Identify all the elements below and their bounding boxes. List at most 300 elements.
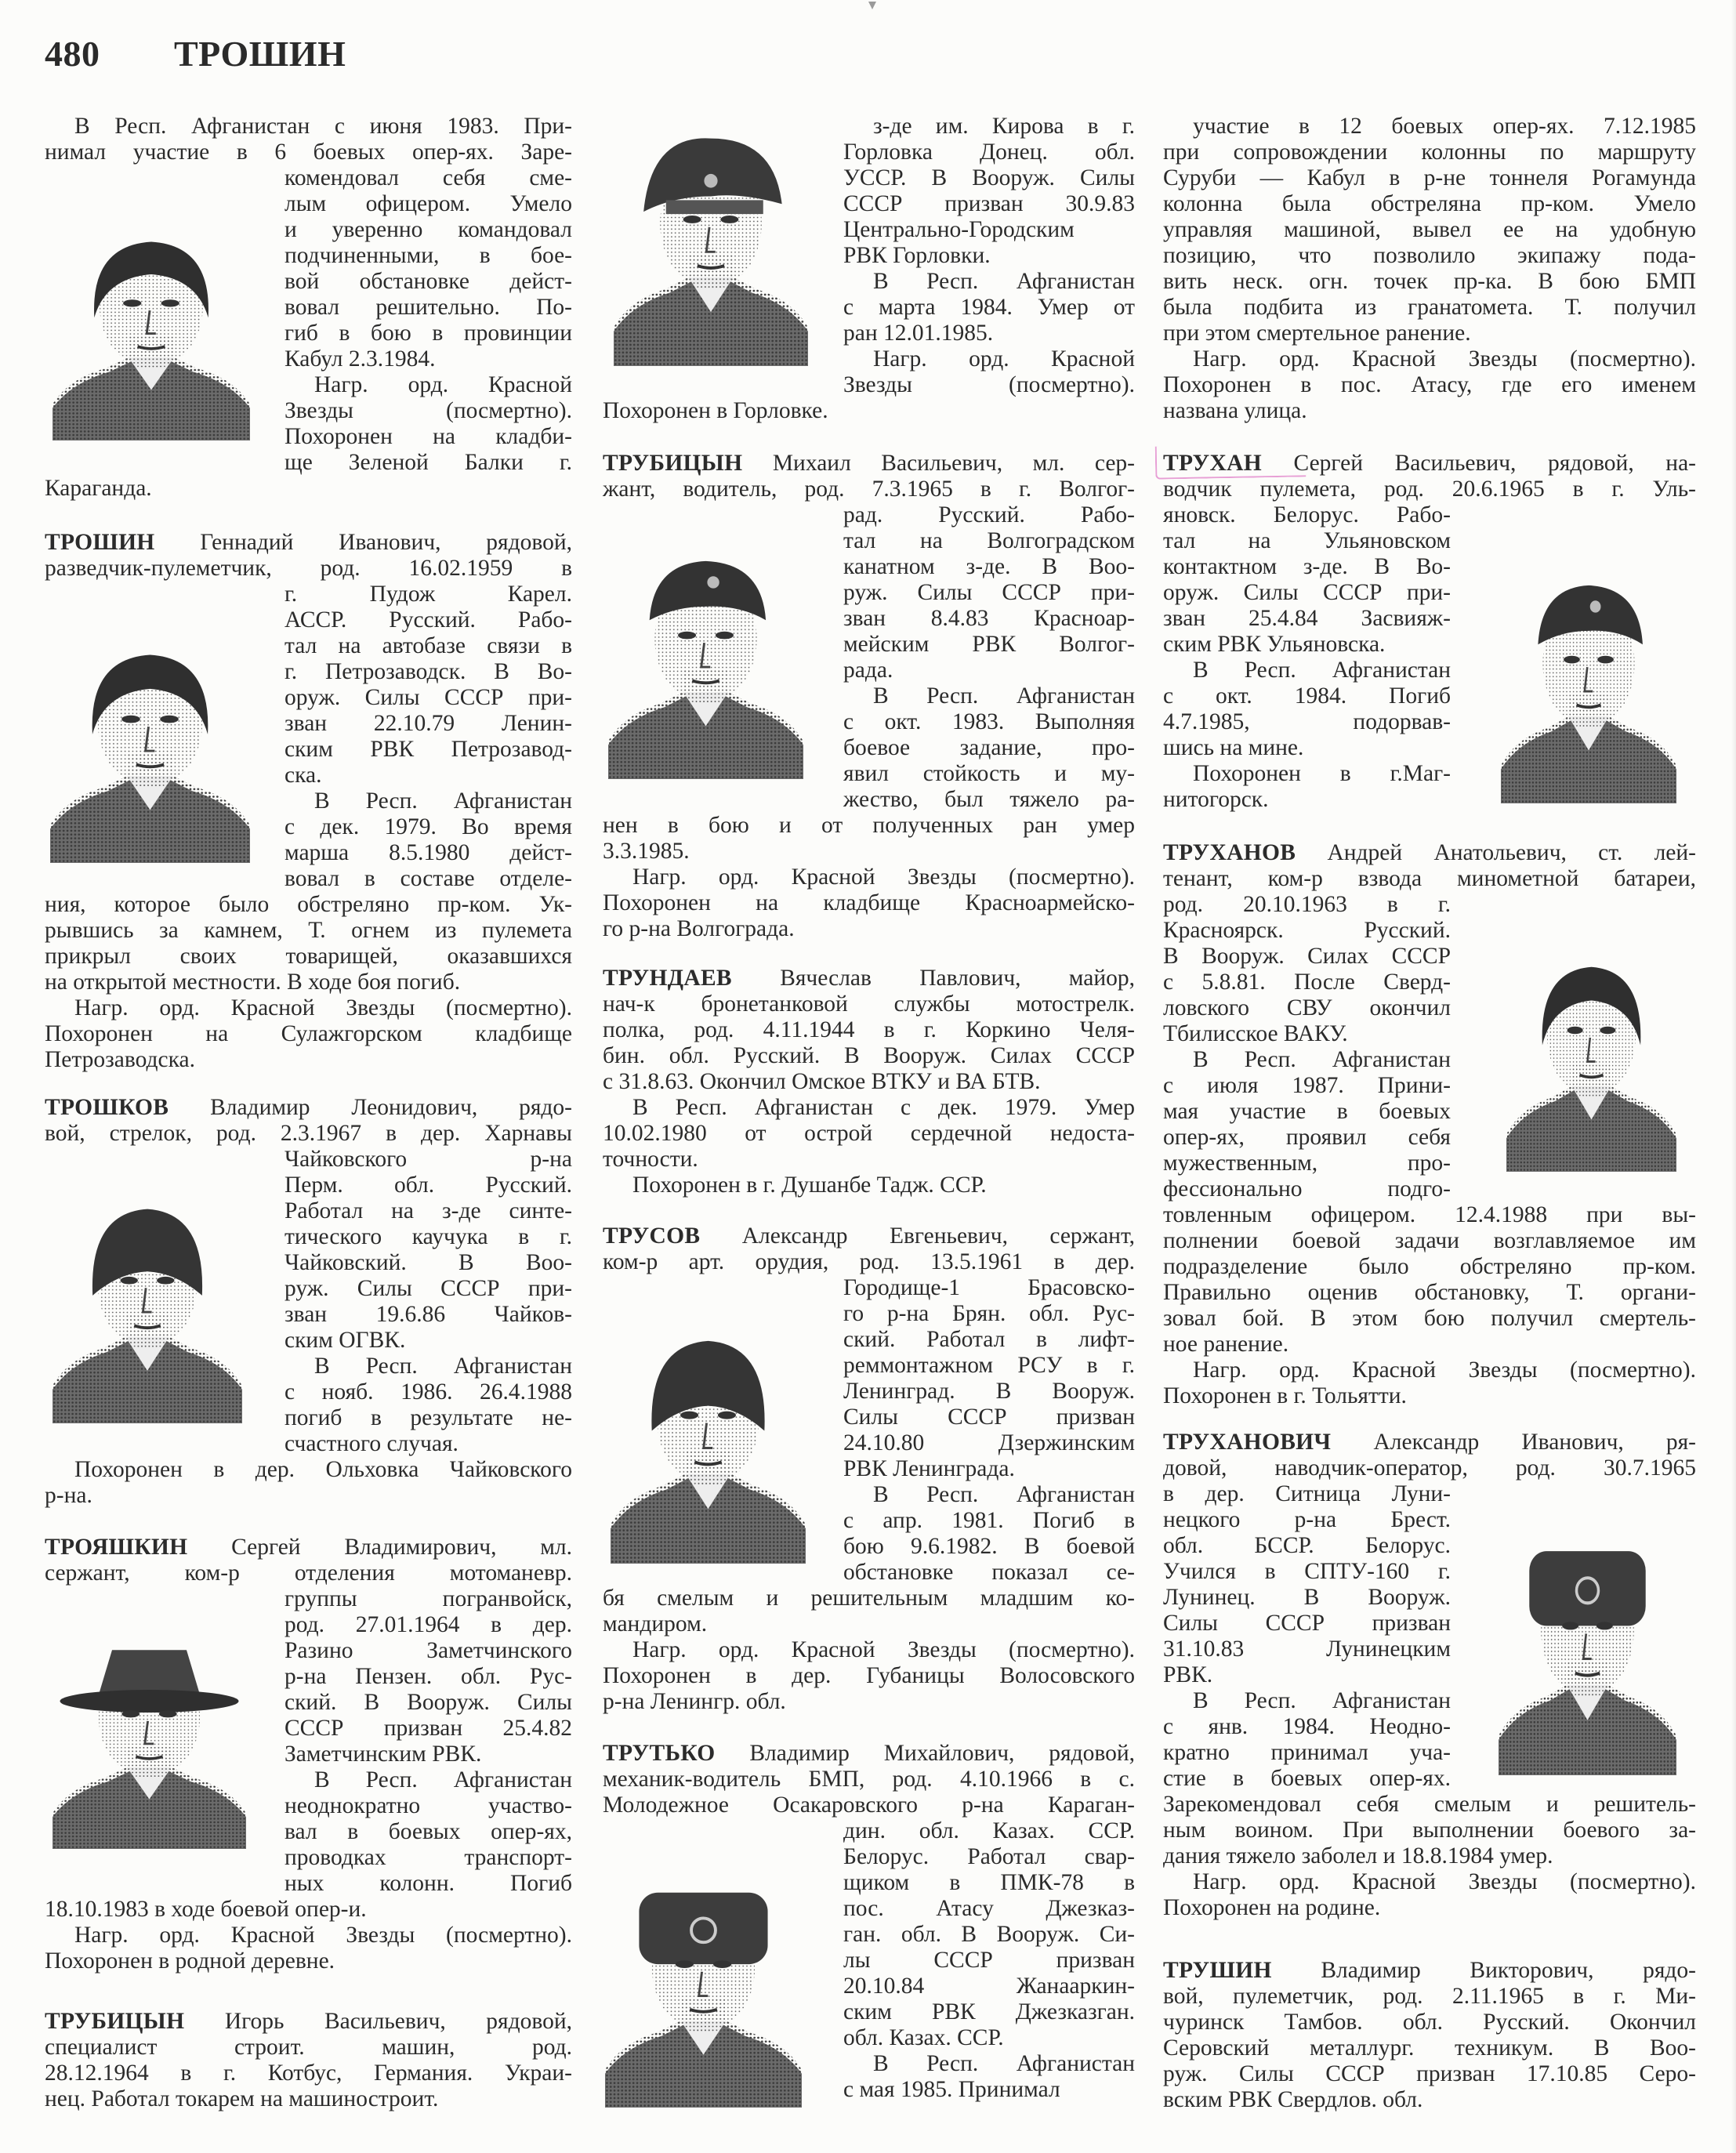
portrait-photo: [608, 537, 803, 779]
line-text: нимал участие в 6 боевых опер-ях. Заре-: [45, 140, 572, 165]
line-text: Геннадий Иванович, рядовой,: [200, 530, 572, 555]
line-text: 3.3.1985.: [603, 839, 690, 864]
line-text: Похоронен на кладбище Красноармейско-: [603, 890, 1135, 915]
line-text: ска.: [285, 763, 322, 788]
line-text: РВК Ленинграда.: [843, 1456, 1015, 1481]
text-line: [603, 916, 1135, 942]
biography-entry: [603, 451, 1135, 942]
line-text: В Респ. Афганистан: [314, 788, 572, 814]
line-text: ский. В Вооруж. Силы: [285, 1690, 572, 1715]
entry-surname: ТРУБИЦЫН: [45, 2009, 185, 2034]
text-line: [603, 1637, 1135, 1663]
entry-surname: ТРУХАНОВИЧ: [1163, 1430, 1332, 1455]
line-text: стие в боевых опер-ях.: [1163, 1766, 1451, 1791]
line-text: счастного случая.: [285, 1431, 458, 1456]
text-line: [1163, 1895, 1696, 1921]
text-line: [45, 944, 572, 970]
line-text: вовал решительно. По-: [285, 295, 572, 320]
line-text: кратно принимал уча-: [1163, 1740, 1451, 1765]
text-line: [1163, 1383, 1696, 1409]
entry-surname: ТРУТЬКО: [603, 1741, 716, 1766]
line-text: Владимир Викторович, рядо-: [1321, 1958, 1697, 1983]
line-text: Чайковского р-на: [285, 1147, 572, 1172]
portrait-photo: [1501, 561, 1676, 803]
line-text: нецкого р-на Брест.: [1163, 1507, 1451, 1532]
line-text: Караганда.: [45, 476, 152, 501]
line-text: Нагр. орд. Красной Звезды (посмертно).: [74, 1923, 572, 1948]
line-text: р-на Пензен. обл. Рус-: [285, 1664, 572, 1689]
line-text: нитогорск.: [1163, 787, 1269, 812]
line-text: тенант, ком-р взвода минометной батареи,: [1163, 866, 1696, 891]
portrait-photo: [605, 1866, 802, 2108]
line-text: род. 20.10.1963 в г.: [1163, 892, 1451, 917]
text-line: [1163, 1228, 1696, 1254]
text-line: [45, 1483, 572, 1509]
text-line: [603, 1586, 1135, 1611]
biography-entry: [603, 966, 1135, 1198]
line-text: подчиненными, в бое-: [285, 243, 572, 268]
text-line: [1163, 398, 1696, 424]
line-text: Ленинград. В Вооруж.: [843, 1379, 1135, 1404]
line-text: мужественным, про-: [1163, 1151, 1451, 1176]
portrait-photo: [50, 621, 250, 863]
text-line: [45, 918, 572, 944]
line-text: тал на Волгоградском: [843, 528, 1135, 553]
line-text: В Респ. Афганистан: [1193, 658, 1451, 683]
line-text: Нагр. орд. Красной Звезды (посмертно).: [1193, 1869, 1696, 1894]
text-line: [1163, 840, 1696, 866]
line-text: Нагр. орд. Красной Звезды (посмертно).: [632, 1637, 1135, 1662]
page-number: 480: [45, 34, 100, 74]
line-text: Тбилисское ВАКУ.: [1163, 1021, 1348, 1046]
line-text: УССР. В Вооруж. Силы: [843, 165, 1135, 190]
line-text: Нагр. орд. Красной Звезды (посмертно).: [1193, 1357, 1696, 1383]
line-text: вским РВК Свердлов. обл.: [1163, 2087, 1423, 2112]
scan-mark: [868, 2, 876, 9]
text-line: [603, 864, 1135, 890]
text-line: [1163, 1843, 1696, 1869]
line-text: АССР. Русский. Рабо-: [285, 607, 572, 632]
line-text: контактном з-де. В Во-: [1163, 554, 1451, 579]
line-text: Похоронен на кладби-: [285, 424, 572, 449]
entry-surname: ТРУБИЦЫН: [603, 451, 743, 476]
text-line: [1163, 1430, 1696, 1455]
entry-surname: ТРОЯШКИН: [45, 1535, 188, 1560]
line-text: Зарекомендовал себя смелым и решитель-: [1163, 1792, 1696, 1817]
text-line: [1163, 269, 1696, 295]
line-text: участие в 12 боевых опер-ях. 7.12.1985: [1193, 114, 1696, 139]
text-line: [603, 1147, 1135, 1173]
line-text: ран 12.01.1985.: [843, 321, 994, 346]
line-text: 10.02.1980 от острой сердечной недоста-: [603, 1121, 1135, 1146]
line-text: 18.10.1983 в ходе боевой опер-и.: [45, 1897, 367, 1922]
line-text: В Респ. Афганистан: [1193, 1047, 1451, 1072]
line-text: ским ОГВК.: [285, 1328, 406, 1353]
line-text: опер-ях, проявил себя: [1163, 1125, 1451, 1150]
line-text: В Респ. Афганистан: [873, 2051, 1135, 2076]
line-text: ще Зеленой Балки г.: [285, 450, 572, 475]
line-text: с окт. 1984. Погиб: [1163, 683, 1451, 709]
line-text: Работал на з-де синте-: [285, 1198, 572, 1223]
line-text: Александр Иванович, ря-: [1373, 1430, 1697, 1455]
line-text: тического каучука в г.: [285, 1224, 572, 1249]
text-line: [1163, 477, 1696, 502]
line-text: ком-р арт. орудия, род. 13.5.1961 в дер.: [603, 1249, 1135, 1274]
line-text: руж. Силы СССР призван 17.10.85 Серо-: [1163, 2061, 1696, 2086]
line-text: Похоронен в г. Тольятти.: [1163, 1383, 1407, 1408]
text-line: [45, 476, 572, 502]
text-line: [603, 1121, 1135, 1147]
text-line: [1163, 321, 1696, 346]
text-line: [45, 2035, 572, 2061]
line-text: тал на Ульяновском: [1163, 528, 1451, 553]
line-text: Силы СССР призван: [843, 1405, 1135, 1430]
page-edge-shadow: [1731, 0, 1736, 2153]
line-text: ским РВК Петрозавод-: [285, 737, 572, 762]
text-line: [1163, 217, 1696, 243]
entry-surname: ТРУХАНОВ: [1163, 840, 1296, 865]
portrait-photo: [1499, 1524, 1676, 1775]
line-text: полнении боевой задачи возглавляемое им: [1163, 1228, 1696, 1253]
line-text: Похоронен в дер. Губаницы Волосовского: [603, 1663, 1135, 1688]
line-text: РВК Горловки.: [843, 243, 991, 268]
photo-frame: [1451, 502, 1696, 813]
line-text: с июля 1987. Прини-: [1163, 1073, 1451, 1098]
entry-surname: ТРУНДАЕВ: [603, 966, 732, 991]
line-text: обстановке показал се-: [843, 1560, 1135, 1585]
line-text: Молодежное Осакаровского р-на Караган-: [603, 1792, 1135, 1818]
line-text: водчик пулемета, род. 20.6.1965 в г. Уль-: [1163, 477, 1696, 502]
line-text: с дек. 1979. Во время: [285, 814, 572, 839]
line-text: Горловка Донец. обл.: [843, 140, 1135, 165]
text-line: [1163, 866, 1696, 892]
line-text: группы погранвойск,: [285, 1586, 572, 1611]
line-text: Нагр. орд. Красной Звезды (посмертно).: [632, 864, 1135, 890]
line-text: механик-водитель БМП, род. 4.10.1966 в с.: [603, 1767, 1135, 1792]
text-line: [603, 991, 1135, 1017]
biography-entry-continuation: [1163, 114, 1696, 424]
line-text: Похоронен на родине.: [1163, 1895, 1381, 1920]
text-line: [603, 1792, 1135, 1818]
text-line: [603, 890, 1135, 916]
line-text: при этом смертельное ранение.: [1163, 321, 1471, 346]
text-line: [1163, 2035, 1696, 2061]
line-text: Петрозаводска.: [45, 1047, 195, 1072]
text-line: [603, 398, 1135, 424]
text-line: [603, 451, 1135, 477]
text-line: [45, 1121, 572, 1147]
biography-entry-continuation: [45, 114, 572, 502]
line-text: с марта 1984. Умер от: [843, 295, 1135, 320]
text-line: [45, 114, 572, 140]
line-text: ным воином. При выполнении боевого за-: [1163, 1818, 1696, 1843]
entry-surname: ТРУШИН: [1163, 1958, 1272, 1983]
text-line: [1163, 1306, 1696, 1332]
line-text: Городище-1 Брасовско-: [843, 1275, 1135, 1300]
line-text: при сопровождении колонны по маршруту: [1163, 140, 1696, 165]
text-line: [45, 995, 572, 1021]
line-text: рад. Русский. Рабо-: [843, 502, 1135, 527]
biography-entry: [45, 2009, 572, 2112]
line-text: ное ранение.: [1163, 1332, 1289, 1357]
text-line: [603, 813, 1135, 839]
text-line: [603, 1223, 1135, 1249]
line-text: г. Петрозаводск. В Во-: [285, 659, 572, 684]
text-line: [45, 2009, 572, 2035]
line-text: нач-к бронетанковой службы мотострелк.: [603, 991, 1135, 1017]
line-text: позицию, что позволило экипажу пода-: [1163, 243, 1696, 268]
line-text: вовал в составе отделе-: [285, 866, 572, 891]
text-line: [45, 1923, 572, 1948]
biography-entry: [1163, 840, 1696, 1409]
line-text: Нагр. орд. Красной Звезды (посмертно).: [74, 995, 572, 1020]
text-line: [603, 1017, 1135, 1043]
biography-entry: [1163, 1430, 1696, 1921]
line-text: го р-на Брян. обл. Рус-: [843, 1301, 1135, 1326]
line-text: Похоронен в г.Маг-: [1193, 761, 1451, 786]
line-text: Похоронен в дер. Ольховка Чайковского: [74, 1457, 572, 1482]
line-text: с мая 1985. Принимал: [843, 2077, 1060, 2102]
line-text: на открытой местности. В ходе боя погиб.: [45, 970, 461, 995]
portrait-photo: [614, 119, 808, 366]
line-text: Владимир Михайлович, рядовой,: [749, 1741, 1135, 1766]
portrait-photo: [53, 1622, 246, 1849]
photo-frame: [603, 1275, 843, 1586]
text-line: [1163, 1332, 1696, 1357]
line-text: названа улица.: [1163, 398, 1307, 423]
line-text: точности.: [603, 1147, 698, 1172]
text-line: [45, 140, 572, 165]
line-text: Силы СССР призван: [1163, 1611, 1451, 1636]
biography-entry: [45, 530, 572, 1073]
line-text: 24.10.80 Дзержинским: [843, 1430, 1135, 1455]
line-text: Разино Заметчинского: [285, 1638, 572, 1663]
line-text: 20.10.84 Жанааркин-: [843, 1974, 1135, 1999]
text-line: [1163, 1280, 1696, 1306]
text-line: [1163, 1792, 1696, 1818]
text-line: [1163, 1254, 1696, 1280]
line-text: р-на.: [45, 1483, 92, 1508]
line-text: Сергей Владимирович, мл.: [231, 1535, 572, 1560]
text-line: [1163, 295, 1696, 321]
text-line: [603, 839, 1135, 864]
line-text: В Респ. Афганистан: [873, 683, 1135, 709]
line-text: Правильно оценив обстановку, Т. органи-: [1163, 1280, 1696, 1305]
line-text: вал в боевых опер-ях,: [285, 1819, 572, 1844]
text-line: [1163, 2087, 1696, 2113]
line-text: яновск. Белорус. Рабо-: [1163, 502, 1451, 527]
line-text: В Респ. Афганистан с июня 1983. При-: [74, 114, 572, 139]
line-text: Звезды (посмертно).: [285, 398, 572, 423]
line-text: подразделение было обстреляно пр-ком.: [1163, 1254, 1696, 1279]
text-line: [45, 970, 572, 995]
line-text: В Респ. Афганистан с дек. 1979. Умер: [632, 1095, 1135, 1120]
line-text: В Респ. Афганистан: [873, 1482, 1135, 1507]
line-text: боевое задание, про-: [843, 735, 1135, 760]
line-text: нец. Работал токарем на машиностроит.: [45, 2086, 439, 2111]
line-text: гиб в бою в провинции: [285, 321, 572, 346]
line-text: вить неск. огн. точек пр-ка. В бою БМП: [1163, 269, 1696, 294]
line-text: неоднократно участво-: [285, 1793, 572, 1818]
line-text: РВК.: [1163, 1662, 1213, 1687]
pen-mark: [1155, 444, 1307, 479]
text-line: [1163, 1818, 1696, 1843]
portrait-photo: [53, 1183, 242, 1423]
line-text: Нагр. орд. Красной: [873, 346, 1135, 372]
line-text: оруж. Силы СССР при-: [1163, 580, 1451, 605]
line-text: и уверенно командовал: [285, 217, 572, 242]
line-text: зван 19.6.86 Чайков-: [285, 1302, 572, 1327]
line-text: СССР призван 25.4.82: [285, 1716, 572, 1741]
line-text: жант, водитель, род. 7.3.1965 в г. Волгог-: [603, 477, 1135, 502]
text-line: [1163, 165, 1696, 191]
line-text: проводках транспорт-: [285, 1845, 572, 1870]
text-line: [603, 1043, 1135, 1069]
line-text: жество, был тяжело ра-: [843, 787, 1135, 812]
text-line: [1163, 2061, 1696, 2087]
text-line: [45, 2086, 572, 2112]
biography-entry: [1163, 451, 1696, 813]
text-line: [603, 1173, 1135, 1198]
entry-surname: ТРУХАН: [1163, 451, 1262, 476]
line-text: Серовский металлург. техникум. В Воо-: [1163, 2035, 1696, 2061]
line-text: Похоронен в Горловке.: [603, 398, 828, 423]
text-line: [603, 1611, 1135, 1637]
photo-frame: [45, 165, 285, 476]
line-text: товленным офицером. 12.4.1988 при вы-: [1163, 1202, 1696, 1227]
text-line: [45, 1897, 572, 1923]
line-text: Сергей Васильевич, рядовой, на-: [1293, 451, 1696, 476]
line-text: бин. обл. Русский. В Вооруж. Силах СССР: [603, 1043, 1135, 1068]
photo-frame: [1451, 892, 1696, 1202]
line-text: с окт. 1983. Выполняя: [843, 709, 1135, 734]
text-line: [45, 530, 572, 556]
text-line: [603, 1095, 1135, 1121]
line-text: вой, стрелок, род. 2.3.1967 в дер. Харнавы: [45, 1121, 572, 1146]
line-text: В Респ. Афганистан: [873, 269, 1135, 294]
text-line: [45, 2061, 572, 2086]
text-line: [603, 966, 1135, 991]
text-line: [603, 1767, 1135, 1792]
photo-frame: [45, 1147, 285, 1457]
line-text: з-де им. Кирова в г.: [873, 114, 1135, 139]
text-line: [45, 1457, 572, 1483]
text-line: [1163, 1958, 1696, 1984]
text-line: [1163, 346, 1696, 372]
line-text: ский. Работал в лифт-: [843, 1327, 1135, 1352]
line-text: Владимир Леонидович, рядо-: [210, 1095, 572, 1120]
line-text: разведчик-пулеметчик, род. 16.02.1959 в: [45, 556, 572, 581]
portrait-photo: [1506, 933, 1676, 1172]
biography-entry: [603, 1741, 1135, 2103]
line-text: ния, которое было обстреляно пр-ком. Ук-: [45, 892, 572, 917]
photo-frame: [603, 114, 843, 398]
text-line: [45, 1560, 572, 1586]
text-line: [45, 1021, 572, 1047]
line-text: прикрыл своих товарищей, оказавшихся: [45, 944, 572, 969]
line-text: чуринск Тамбов. обл. Русский. Окончил: [1163, 2010, 1696, 2035]
line-text: В Вооруж. Силах СССР: [1163, 944, 1451, 969]
line-text: с нояб. 1986. 26.4.1988: [285, 1379, 572, 1405]
line-text: с 31.8.63. Окончил Омское ВТКУ и ВА БТВ.: [603, 1069, 1041, 1094]
line-text: В Респ. Афганистан: [314, 1354, 572, 1379]
biography-entry: [1163, 1958, 1696, 2113]
portrait-photo: [611, 1314, 806, 1564]
line-text: Андрей Анатольевич, ст. лей-: [1327, 840, 1697, 865]
line-text: зовал бой. В этом бою получил смертель-: [1163, 1306, 1696, 1331]
line-text: Заметчинским РВК.: [285, 1742, 482, 1767]
line-text: 4.7.1985, подорвав-: [1163, 709, 1451, 734]
line-text: В Респ. Афганистан: [314, 1767, 572, 1792]
line-text: ским РВК Ульяновска.: [1163, 632, 1386, 657]
text-line: [1163, 140, 1696, 165]
line-text: 28.12.1964 в г. Котбус, Германия. Украи-: [45, 2061, 572, 2086]
line-text: Белорус. Работал свар-: [843, 1844, 1135, 1869]
text-line: [1163, 1202, 1696, 1228]
line-text: погиб в результате не-: [285, 1405, 572, 1430]
line-text: с янв. 1984. Неодно-: [1163, 1714, 1451, 1739]
line-text: с 5.8.81. После Сверд-: [1163, 970, 1451, 995]
text-line: [1163, 243, 1696, 269]
line-text: сержант, ком-р отделения мотоманевр.: [45, 1560, 572, 1586]
line-text: реммонтажном РСУ в г.: [843, 1353, 1135, 1378]
text-line: [1163, 2010, 1696, 2035]
text-line: [1163, 1357, 1696, 1383]
line-text: р-на Ленингр. обл.: [603, 1689, 786, 1714]
text-line: [45, 892, 572, 918]
photo-frame: [603, 502, 843, 813]
text-line: [603, 1069, 1135, 1095]
text-line: [603, 1663, 1135, 1689]
line-text: щиком в ПМК-78 в: [843, 1870, 1135, 1895]
line-text: в дер. Ситница Луни-: [1163, 1481, 1451, 1506]
photo-frame: [1451, 1481, 1696, 1792]
line-text: Похоронен на Сулажгорском кладбище: [45, 1021, 572, 1046]
line-text: дин. обл. Казах. ССР.: [843, 1818, 1135, 1843]
entry-surname: ТРОШИН: [45, 530, 155, 555]
line-text: ловского СВУ окончил: [1163, 995, 1451, 1020]
line-text: Нагр. орд. Красной Звезды (посмертно).: [1193, 346, 1696, 372]
line-text: обл. БССР. Белорус.: [1163, 1533, 1451, 1558]
line-text: СССР призван 30.9.83: [843, 191, 1135, 216]
line-text: ных колонн. Погиб: [285, 1871, 572, 1896]
line-text: зван 22.10.79 Ленин-: [285, 711, 572, 736]
line-text: 31.10.83 Лунинецким: [1163, 1636, 1451, 1662]
line-text: Красноярск. Русский.: [1163, 918, 1451, 943]
line-text: Чайковский. В Воо-: [285, 1250, 572, 1275]
line-text: Суруби — Кабул в р-не тоннеля Рогамунда: [1163, 165, 1696, 190]
photo-frame: [45, 1586, 285, 1897]
text-line: [603, 1249, 1135, 1275]
line-text: мая участие в боевых: [1163, 1099, 1451, 1124]
text-line: [45, 1047, 572, 1073]
line-text: бя смелым и решительным младшим ко-: [603, 1586, 1135, 1611]
line-text: нен в бою и от полученных ран умер: [603, 813, 1135, 838]
line-text: Александр Евгеньевич, сержант,: [741, 1223, 1135, 1249]
line-text: Центрально-Городским: [843, 217, 1075, 242]
line-text: фессионально подго-: [1163, 1176, 1451, 1202]
line-text: рывшись за камнем, Т. огнем из пулемета: [45, 918, 572, 943]
line-text: управляя машиной, вывел ее на удобную: [1163, 217, 1696, 242]
text-line: [1163, 372, 1696, 398]
text-line: [603, 1689, 1135, 1715]
line-text: В Респ. Афганистан: [1193, 1688, 1451, 1713]
line-text: явил стойкость и му-: [843, 761, 1135, 786]
text-line: [1163, 1869, 1696, 1895]
line-text: Лунинец. В Вооруж.: [1163, 1585, 1451, 1610]
line-text: Вячеслав Павлович, майор,: [780, 966, 1136, 991]
photo-frame: [603, 1818, 843, 2103]
